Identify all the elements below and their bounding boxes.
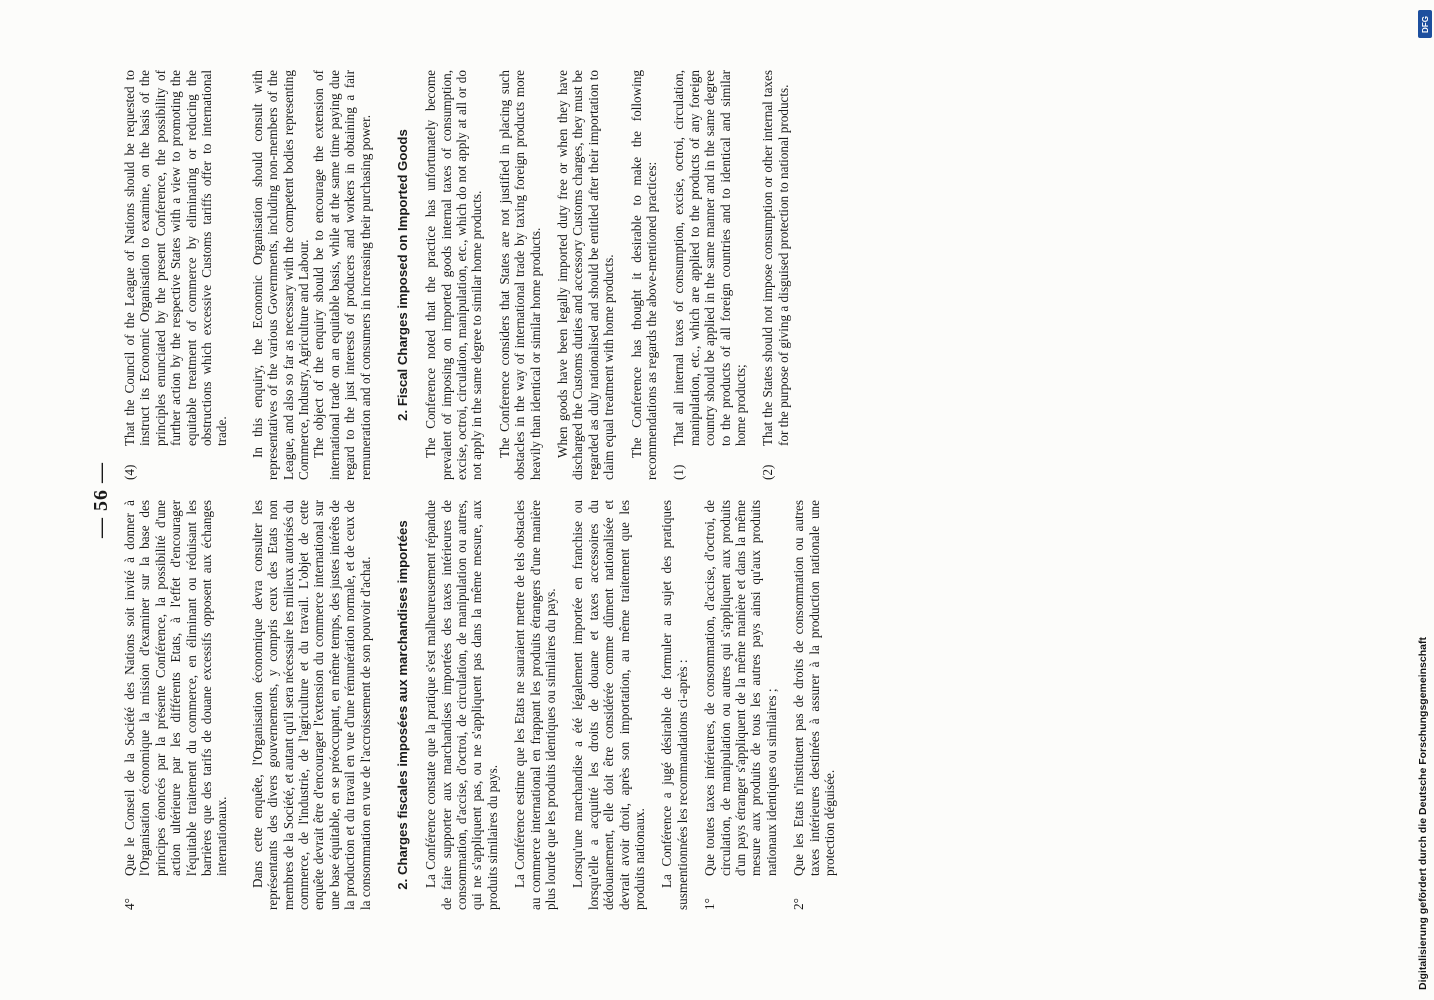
- fr-item-1-text: Que toutes taxes intérieures, de consommation, d'accise, d'octroi, de circulation, de manipulation ou autres qui s'appliquent aux produits d'un pays étranger s'appliquent de la même manière et dans la même mesure aux produits de tous les autres pays ainsi qu'aux produits nationaux identiques ou similaires ;: [702, 500, 779, 876]
- page-number: — 56 —: [90, 462, 112, 538]
- rotated-page-content: [30, 0, 1320, 1000]
- en-recommendation-1: [671, 70, 748, 480]
- fr-item-2-text: Que les Etats n'instituent pas de droits de consommation ou autres taxes intérieures destinées à assurer à la production nationale une protection déguisée.: [791, 500, 838, 876]
- en-recommendation-2: [760, 70, 791, 480]
- fr-paragraph-nationalised: Lorsqu'une marchandise a été légalement importée en franchise ou lorsqu'elle a acquitté les droits de douane et taxes accessoires du dédouanement, elle doit être considérée comme dûment nationalisée et devrait avoir droit, après son importation, au même traitement que les produits nationaux.: [570, 500, 647, 910]
- fr-paragraph-obstacles: La Conférence estime que les Etats ne sauraient mettre de tels obstacles au commerce international en frappant les produits étrangers d'une manière plus lourde que les produits identiques ou similaires du pays.: [512, 500, 558, 910]
- dfg-logo-text: DFG: [1420, 15, 1430, 33]
- digitization-credit: Digitalisierung gefördert durch die Deutsche Forschungsgemeinschaft: [1417, 637, 1429, 990]
- fr-enquiry-paragraph: Dans cette enquête, l'Organisation économique devra consulter les représentants des divers gouvernements, y compris ceux des Etats non membres de la Société, et autant qu'il sera nécessaire les milieux autorisés du commerce, de l'industrie, de l'agriculture et du travail. L'objet de cette enquête devrait être d'encourager l'extension du commerce international sur une base équitable, en se préoccupant, en même temps, des justes intérêts de la production et du travail en vue d'une rémunération normale, et de ceux de la consommation en vue de l'accroissement de son pouvoir d'achat.: [249, 500, 373, 910]
- en-enquiry-paragraph: In this enquiry, the Economic Organisation should consult with representatives of the various Governments, including non-members of the League, and also so far as necessary with the competent bodies representing Commerce, Industry, Agriculture and Labour.: [249, 70, 312, 480]
- en-item-4-marker: (4): [122, 464, 137, 480]
- en-paragraph-nationalised: When goods have been legally imported duty free or when they have discharged the Customs duties and accessory Customs charges, they must be regarded as duly nationalised and should be entitled after their importation to claim equal treatment with home products.: [554, 70, 617, 480]
- fr-item-4-marker: 4°: [122, 898, 137, 910]
- en-paragraph-recommendations: The Conference has thought it desirable to make the following recommendations as regards the above-mentioned practices:: [628, 70, 659, 480]
- fr-section-heading: 2. Charges fiscales imposées aux marchandises importées: [395, 520, 411, 890]
- fr-paragraph-recommendations: La Conférence a jugé désirable de formuler au sujet des pratiques susmentionnées les recommandations ci-après :: [659, 500, 690, 910]
- fr-item-4-text: Que le Conseil de la Société des Nations soit invité à donner à l'Organisation économique la mission d'examiner sur la base des principes énoncés par la présente Conférence, la possibilité d'une action ultérieure par les différents Etats, à l'effet d'encourager l'équitable traitement du commerce, en éliminant ou réduisant les barrières que des tarifs de douane excessifs opposent aux échanges internationaux.: [122, 500, 230, 876]
- english-column: [122, 70, 803, 480]
- en-item-2-marker: (2): [760, 464, 776, 480]
- en-paragraph-practice: The Conference noted that the practice has unfortunately become prevalent of imposing on imported goods internal taxes of consumption, excise, octroi, circulation, manipulation, etc., which do not apply at all or do not apply in the same degree to similar home products.: [423, 70, 485, 480]
- fr-recommendation-4: [122, 500, 230, 910]
- french-column: [122, 500, 849, 910]
- en-item-1-text: That all internal taxes of consumption, excise, octroi, circulation, manipulation, etc., which are applied to the products of any foreign country should be applied in the same manner and in the same degree to the products of all foreign countries and to identical and similar home products;: [671, 70, 748, 446]
- en-section-heading: 2. Fiscal Charges imposed on Imported Goods: [395, 129, 411, 421]
- en-item-1-marker: (1): [671, 464, 687, 480]
- fr-recommendation-2: [791, 500, 837, 910]
- en-paragraph-obstacles: The Conference considers that States are not justified in placing such obstacles in the way of international trade by taxing foreign products more heavily than identical or similar home products.: [496, 70, 543, 480]
- fr-item-1-marker: 1°: [702, 898, 718, 910]
- fr-item-2-marker: 2°: [791, 898, 807, 910]
- en-item-4-text: That the Council of the League of Nations should be requested to instruct its Economic Organisation to examine, on the basis of the principles enunciated by the present Conference, the possibility of further action by the respective States with a view to promoting the equitable treatment of commerce by eliminating or reducing the obstructions which excessive Customs tariffs offer to international trade.: [122, 70, 230, 446]
- fr-paragraph-practice: La Conférence constate que la pratique s'est malheureusement répandue de faire supporter aux marchandises importées des taxes intérieures de consommation, d'accise, d'octroi, de circulation, de manipulation ou autres, qui ne s'appliquent pas, ou ne s'appliquent pas dans la même mesure, aux produits similaires du pays.: [423, 500, 500, 910]
- en-item-2-text: That the States should not impose consumption or other internal taxes for the purpose of giving a disguised protection to national products.: [760, 70, 791, 446]
- en-recommendation-4: [122, 70, 230, 480]
- en-enquiry-object-paragraph: The object of the enquiry should be to encourage the extension of international trade on an equitable basis, while at the same time paying due regard to the just interests of producers and workers in obtaining a fair remuneration and of consumers in increasing their purchasing power.: [311, 70, 373, 480]
- fr-recommendation-1: [702, 500, 779, 910]
